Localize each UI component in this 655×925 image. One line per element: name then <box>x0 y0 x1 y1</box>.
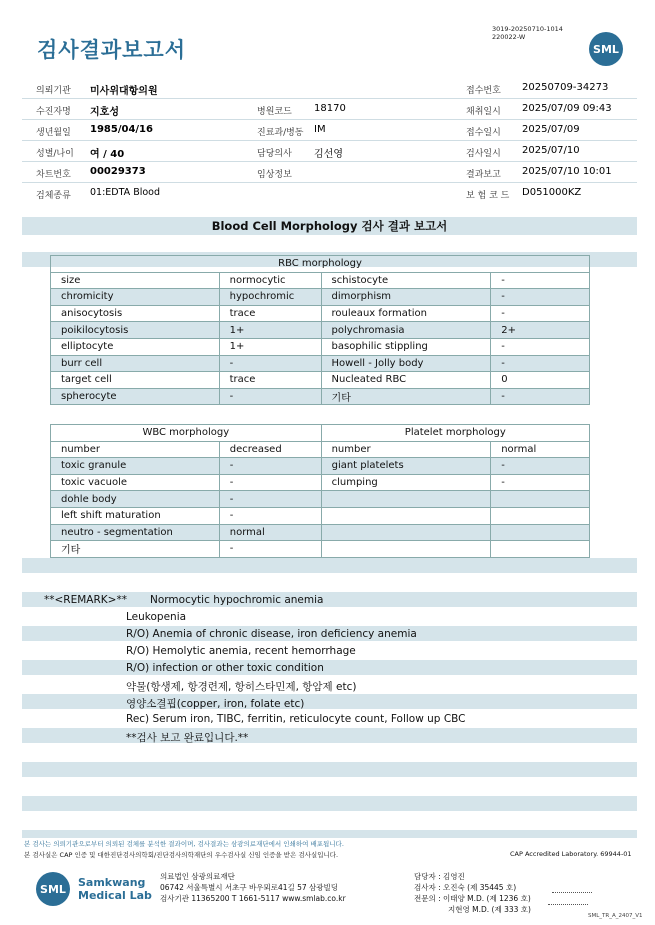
sex-age: 여 / 40 <box>90 149 125 160</box>
table-row: target cell trace Nucleated RBC 0 <box>51 372 590 389</box>
remark-line: R/O) infection or other toxic condition <box>126 662 324 674</box>
table-row: chromicity hypochromic dimorphism - <box>51 289 590 306</box>
platelet-header: Platelet morphology <box>321 425 589 442</box>
cap-accreditation: CAP Accredited Laboratory. 69944-01 <box>510 850 632 858</box>
bg-band <box>22 796 637 811</box>
table-row: toxic vacuole - clumping - <box>51 474 590 491</box>
table-row: neutro - segmentation normal <box>51 524 590 541</box>
institution: 미사위대항의원 <box>90 86 158 97</box>
brand-name: Samkwang Medical Lab <box>78 876 152 902</box>
form-code: SML_TR_A_2407_V1 <box>588 913 643 919</box>
footer-sml-logo: SML <box>36 872 70 906</box>
section-title: Blood Cell Morphology 검사 결과 보고서 <box>22 217 637 235</box>
wbc-header: WBC morphology <box>51 425 322 442</box>
bg-band <box>22 660 637 675</box>
remark-line: Normocytic hypochromic anemia <box>150 594 324 606</box>
remark-line: **검사 보고 완료입니다.** <box>126 732 249 744</box>
remark-line: R/O) Anemia of chronic disease, iron deficiency anemia <box>126 628 417 640</box>
doctor: 김선영 <box>314 149 343 160</box>
birth-date: 1985/04/16 <box>90 124 153 135</box>
remark-line: Leukopenia <box>126 611 187 623</box>
bg-band <box>22 830 637 838</box>
collection-time: 2025/07/09 09:43 <box>522 103 612 114</box>
notice-line-2: 본 검사실은 CAP 인증 및 대한진단검사의학회/진단검사의학재단의 우수검사실 신임 인증을 받은 검사실입니다. <box>24 851 339 859</box>
patient-name: 지호성 <box>90 107 119 118</box>
report-title: 검사결과보고서 <box>37 38 187 62</box>
chart-number: 00029373 <box>90 166 146 177</box>
remark-line: Rec) Serum iron, TIBC, ferritin, reticulocyte count, Follow up CBC <box>126 713 466 725</box>
table-row: poikilocytosis 1+ polychromasia 2+ <box>51 322 590 339</box>
info-row-1: 의뢰기관 미사위대항의원 접수번호 20250709-34273 <box>22 78 637 99</box>
table-row: left shift maturation - <box>51 507 590 524</box>
info-row-6: 검체종류 01:EDTA Blood 보 험 코 드 D051000KZ <box>36 187 582 201</box>
received-date: 2025/07/09 <box>522 124 580 135</box>
table-row: number decreased number normal <box>51 441 590 458</box>
table-row: toxic granule - giant platelets - <box>51 458 590 475</box>
report-time: 2025/07/10 10:01 <box>522 166 612 177</box>
rbc-morphology-table <box>50 255 590 405</box>
insurance-code: D051000KZ <box>522 187 582 198</box>
wbc-platelet-table <box>50 424 590 558</box>
staff-list: 담당자 : 김영진 검사자 : 오진숙 (제 35445 호) 전문의 : 이태양 M.D. (제 1236 호) 지현영 M.D. (제 333 호) <box>414 872 531 914</box>
bg-band <box>22 728 637 743</box>
notice-line-1: 본 검사는 의뢰기관으로부터 의뢰된 검체를 분석한 결과이며, 검사결과는 삼광의료재단에서 인쇄하여 배포됩니다. <box>24 840 344 848</box>
table-row: spherocyte - 기타 - <box>51 388 590 405</box>
specimen-type: 01:EDTA Blood <box>90 187 161 198</box>
sml-logo: SML <box>589 32 623 66</box>
remark-line: 영양소결핍(copper, iron, folate etc) <box>126 698 305 710</box>
table-row: size normocytic schistocyte - <box>51 272 590 289</box>
table-row: burr cell - Howell - Jolly body - <box>51 355 590 372</box>
signature-mark <box>548 894 588 905</box>
info-row-4: 성별/나이 여 / 40 담당의사 김선영 검사일시 2025/07/10 <box>22 141 637 162</box>
bg-band <box>22 558 637 573</box>
accession-number: 20250709-34273 <box>522 82 609 93</box>
signature-mark <box>552 882 592 893</box>
department: IM <box>314 124 326 135</box>
info-row-5: 차트번호 00029373 임상정보 결과보고 2025/07/10 10:01 <box>22 162 637 183</box>
bg-band <box>22 694 637 709</box>
remark-line: R/O) Hemolytic anemia, recent hemorrhage <box>126 645 356 657</box>
remark-label: **<REMARK>** <box>44 594 127 606</box>
table-row: dohle body - <box>51 491 590 508</box>
org-address: 의료법인 삼광의료재단 06742 서울특별시 서초구 바우뫼로41길 57 삼광빌딩 검사기관 11365200 T 1661-5117 www.smlab.co.kr <box>160 872 346 903</box>
remark-line: 약물(항생제, 항경련제, 항히스타민제, 항암제 etc) <box>126 681 357 693</box>
hospital-code: 18170 <box>314 103 346 114</box>
info-row-2: 수진자명 지호성 병원코드 18170 채취일시 2025/07/09 09:43 <box>22 99 637 120</box>
table-row: 기타 - <box>51 541 590 558</box>
rbc-header: RBC morphology <box>51 256 590 273</box>
document-id: 3019-20250710-1014 220022-W <box>492 25 563 41</box>
table-row: anisocytosis trace rouleaux formation - <box>51 305 590 322</box>
test-date: 2025/07/10 <box>522 145 580 156</box>
info-row-3: 생년월일 1985/04/16 진료과/병동 IM 접수일시 2025/07/09 <box>22 120 637 141</box>
bg-band <box>22 762 637 777</box>
table-row: elliptocyte 1+ basophilic stippling - <box>51 338 590 355</box>
